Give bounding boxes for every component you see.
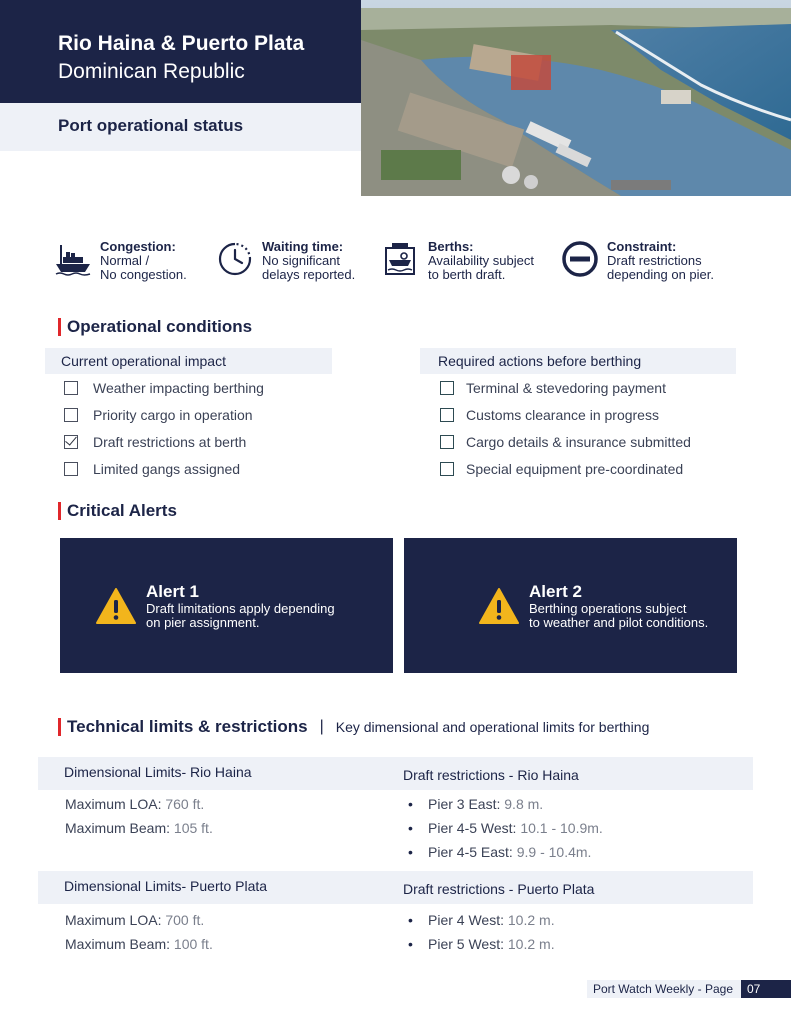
clock-icon xyxy=(216,240,254,278)
status-text xyxy=(428,240,534,282)
pier-value: 9.9 - 10.4m. xyxy=(516,844,592,860)
checkbox-checked[interactable] xyxy=(64,435,78,449)
list-item xyxy=(406,908,555,932)
alert-text: to weather and pilot conditions. xyxy=(529,614,709,630)
draft-list xyxy=(406,908,555,956)
alert-title: Alert 2 xyxy=(529,581,582,601)
status-line: depending on pier. xyxy=(607,267,714,282)
section-technical-limits xyxy=(58,717,649,737)
page-footer xyxy=(587,980,791,998)
max-beam xyxy=(65,816,213,840)
status-congestion xyxy=(54,240,187,282)
alert-title: Alert 1 xyxy=(146,581,199,601)
section-accent-bar xyxy=(58,318,61,336)
list-item-label: Cargo details & insurance submitted xyxy=(466,433,691,450)
pier-label: Pier 3 East: xyxy=(428,796,501,812)
status-line: Availability subject xyxy=(428,253,534,268)
section-operational-conditions xyxy=(58,317,252,337)
port-aerial-photo xyxy=(361,0,791,196)
draft-list xyxy=(406,792,603,864)
status-line: No significant xyxy=(262,253,341,268)
checkbox[interactable] xyxy=(440,462,454,476)
list-item[interactable] xyxy=(64,401,264,428)
list-item-label: Weather impacting berthing xyxy=(93,379,264,396)
pier-value: 10.2 m. xyxy=(507,912,555,928)
limit-value: 700 ft. xyxy=(165,912,205,928)
berth-icon xyxy=(382,240,420,278)
country-name: Dominican Republic xyxy=(58,60,245,83)
pier-label: Pier 4-5 East: xyxy=(428,844,513,860)
alert-text: on pier assignment. xyxy=(146,614,260,630)
list-item-label: Special equipment pre-coordinated xyxy=(466,460,684,477)
pier-label: Pier 5 West: xyxy=(428,936,504,952)
actions-checklist xyxy=(440,374,691,482)
status-line: to berth draft. xyxy=(428,267,506,282)
section-accent-bar xyxy=(58,718,61,736)
subtitle-block xyxy=(0,103,361,151)
list-item xyxy=(406,840,603,864)
page-number: 07 xyxy=(741,980,791,998)
limit-value: 105 ft. xyxy=(173,820,213,836)
status-line: No congestion. xyxy=(100,267,187,282)
draft-title: Draft restrictions - Rio Haina xyxy=(403,767,579,783)
list-item-label: Draft restrictions at berth xyxy=(93,433,247,450)
list-item[interactable] xyxy=(440,374,691,401)
list-item-label: Customs clearance in progress xyxy=(466,406,659,423)
status-label: Constraint: xyxy=(607,239,677,254)
limit-value: 100 ft. xyxy=(173,936,213,952)
status-label: Berths: xyxy=(428,239,474,254)
list-item xyxy=(406,816,603,840)
section-description: Key dimensional and operational limits for berthing xyxy=(335,719,650,735)
limit-label: Maximum Beam: xyxy=(65,936,171,952)
alert-card xyxy=(60,538,393,673)
list-item xyxy=(406,932,555,956)
limit-value: 760 ft. xyxy=(165,796,205,812)
list-item-label: Terminal & stevedoring payment xyxy=(466,379,666,396)
section-title: Technical limits & restrictions xyxy=(67,717,308,736)
list-item[interactable] xyxy=(440,401,691,428)
pier-value: 9.8 m. xyxy=(504,796,544,812)
max-loa xyxy=(65,792,213,816)
actions-header: Required actions before berthing xyxy=(420,348,736,374)
status-line: delays reported. xyxy=(262,267,356,282)
section-title: Critical Alerts xyxy=(67,501,177,520)
status-label: Waiting time: xyxy=(262,239,344,254)
dim-limits-title: Dimensional Limits- Rio Haina xyxy=(64,764,252,780)
draft-title: Draft restrictions - Puerto Plata xyxy=(403,881,595,897)
list-item[interactable] xyxy=(64,374,264,401)
section-critical-alerts xyxy=(58,501,177,521)
pier-label: Pier 4-5 West: xyxy=(428,820,517,836)
status-text xyxy=(262,240,355,282)
status-waiting-time xyxy=(216,240,355,282)
alert-card xyxy=(404,538,737,673)
page-title: Rio Haina & Puerto Plata xyxy=(58,32,305,55)
alert-body xyxy=(529,582,708,630)
list-item[interactable] xyxy=(64,428,264,455)
ship-icon xyxy=(54,240,92,278)
list-item xyxy=(406,792,603,816)
list-item-label: Limited gangs assigned xyxy=(93,460,241,477)
status-text xyxy=(100,240,187,282)
dim-limits-title: Dimensional Limits- Puerto Plata xyxy=(64,878,268,894)
pier-value: 10.2 m. xyxy=(507,936,555,952)
status-label: Congestion: xyxy=(100,239,176,254)
impact-checklist xyxy=(64,374,264,482)
list-item-label: Priority cargo in operation xyxy=(93,406,253,423)
warning-icon xyxy=(479,587,519,625)
limit-label: Maximum LOA: xyxy=(65,796,162,812)
pier-label: Pier 4 West: xyxy=(428,912,504,928)
title-block xyxy=(0,0,361,103)
section-title: Operational conditions xyxy=(67,317,253,336)
status-line: Normal / xyxy=(100,253,150,268)
dim-limits-values xyxy=(65,908,213,956)
impact-header: Current operational impact xyxy=(45,348,332,374)
alert-body xyxy=(146,582,335,630)
limit-label: Maximum LOA: xyxy=(65,912,162,928)
alert-text: Draft limitations apply depending xyxy=(146,600,335,616)
checkbox[interactable] xyxy=(64,408,78,422)
no-entry-icon xyxy=(561,240,599,278)
checkbox[interactable] xyxy=(64,462,78,476)
section-accent-bar xyxy=(58,502,61,520)
checkbox[interactable] xyxy=(440,381,454,395)
checkbox[interactable] xyxy=(440,408,454,422)
checkbox[interactable] xyxy=(64,381,78,395)
max-loa xyxy=(65,908,213,932)
warning-icon xyxy=(96,587,136,625)
dim-limits-values xyxy=(65,792,213,840)
status-text xyxy=(607,240,714,282)
page-subtitle: Port operational status xyxy=(58,116,244,135)
alert-text: Berthing operations subject xyxy=(529,600,687,616)
checkbox[interactable] xyxy=(440,435,454,449)
max-beam xyxy=(65,932,213,956)
limit-label: Maximum Beam: xyxy=(65,820,171,836)
pier-value: 10.1 - 10.9m. xyxy=(520,820,603,836)
status-berths xyxy=(382,240,534,282)
list-item[interactable] xyxy=(64,455,264,482)
list-item[interactable] xyxy=(440,455,691,482)
footer-text: Port Watch Weekly - Page xyxy=(587,980,741,998)
status-constraint xyxy=(561,240,714,282)
list-item[interactable] xyxy=(440,428,691,455)
section-separator: | xyxy=(319,718,324,735)
status-line: Draft restrictions xyxy=(607,253,702,268)
